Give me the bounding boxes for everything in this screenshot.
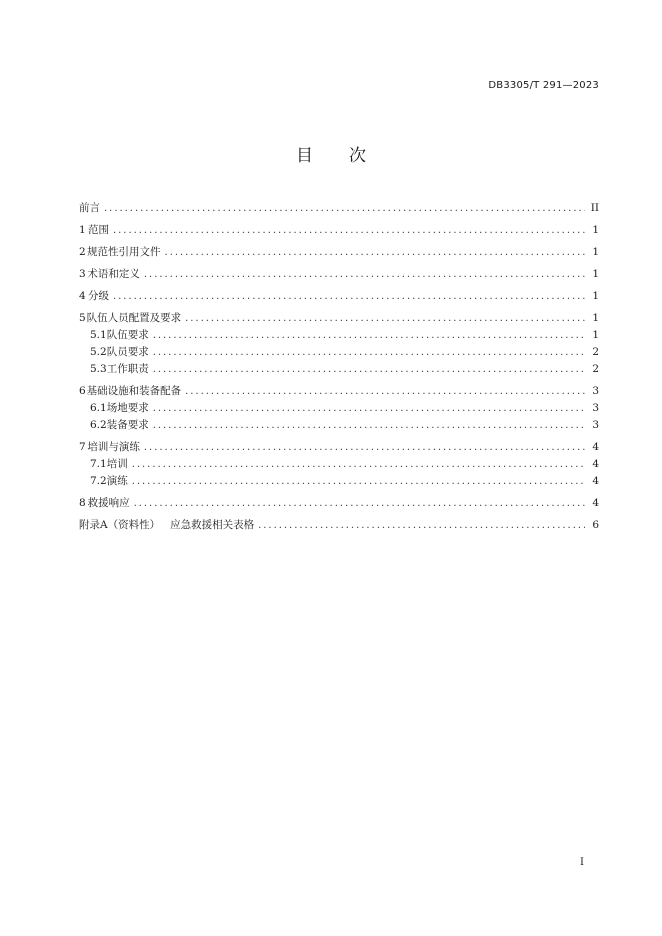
toc-entry-label: 分级 [87,290,109,302]
toc-entry-number: 6 [79,385,86,397]
toc-entry-page: 4 [592,475,599,487]
toc-entry-label: 队伍人员配置及要求 [86,312,182,324]
toc-entry-number: 5.1 [90,329,107,341]
toc-entry-number: 5.2 [90,346,107,358]
toc-entry-label: 规范性引用文件 [87,246,161,258]
dot-leader [165,247,586,258]
dot-leader [134,498,585,509]
toc-entry-appendix-a[interactable] [79,517,599,534]
toc-entry-page: 1 [592,224,599,236]
dot-leader [153,403,585,414]
toc-entry-5-1[interactable] [79,327,599,344]
toc-entry-number: 4 [79,290,86,302]
dot-leader [144,442,585,453]
dot-leader [132,459,585,470]
toc-entry-label: 培训 [106,458,128,470]
toc-entry-label: 演练 [106,475,128,487]
dot-leader [153,420,585,431]
toc-entry-page: 4 [592,458,599,470]
dot-leader [113,291,585,302]
page-number: I [580,857,584,868]
toc-entry-number: 1 [79,224,86,236]
toc-entry-page: 3 [592,402,599,414]
dot-leader [258,520,585,531]
page-title-left: 目 [296,146,313,166]
toc-entry-label: 队伍要求 [106,329,149,341]
dot-leader [185,386,585,397]
toc-entry-4[interactable] [79,288,599,305]
toc-entry-number: 7.1 [90,458,107,470]
document-code: DB3305/T 291—2023 [488,80,599,91]
toc-entry-page: 1 [592,312,599,324]
toc-entry-page: 2 [592,346,599,358]
toc-entry-page: 1 [592,290,599,302]
dot-leader [185,313,585,324]
toc-entry-label: 培训与演练 [87,441,140,453]
toc-entry-page: 3 [592,385,599,397]
dot-leader [104,203,585,214]
toc-entry-foreword[interactable] [79,200,599,217]
toc-entry-page: 6 [592,519,599,531]
toc-entry-6[interactable] [79,383,599,400]
toc-entry-label: 前言 [79,202,100,214]
toc-entry-page: 3 [592,419,599,431]
toc-entry-page: 2 [592,363,599,375]
toc-entry-number: 5 [79,312,86,324]
toc-entry-number: 6.2 [90,419,107,431]
dot-leader [144,269,585,280]
dot-leader [153,347,585,358]
table-of-contents [79,200,599,534]
toc-entry-3[interactable] [79,266,599,283]
toc-entry-2[interactable] [79,244,599,261]
toc-entry-label: 场地要求 [106,402,149,414]
toc-entry-page: II [590,202,599,214]
toc-entry-5[interactable] [79,310,599,327]
toc-entry-number: 3 [79,268,86,280]
dot-leader [153,330,585,341]
toc-entry-page: 1 [592,268,599,280]
page-title-right: 次 [349,146,366,166]
toc-entry-label: 基础设施和装备配备 [86,385,182,397]
toc-entry-page: 4 [592,497,599,509]
toc-entry-6-1[interactable] [79,400,599,417]
toc-entry-number: 7 [79,441,86,453]
toc-entry-label: 救援响应 [87,497,130,509]
toc-entry-7-1[interactable] [79,456,599,473]
toc-entry-appendix-number: 附录A（资料性） [79,519,161,531]
dot-leader [153,364,585,375]
toc-entry-page: 1 [592,329,599,341]
toc-entry-label: 装备要求 [106,419,149,431]
toc-entry-8[interactable] [79,495,599,512]
toc-entry-7[interactable] [79,439,599,456]
toc-entry-page: 1 [592,246,599,258]
toc-entry-7-2[interactable] [79,473,599,490]
toc-entry-number: 5.3 [90,363,107,375]
toc-entry-6-2[interactable] [79,417,599,434]
toc-entry-label: 术语和定义 [87,268,140,280]
toc-entry-5-3[interactable] [79,361,599,378]
toc-entry-page: 4 [592,441,599,453]
toc-entry-number: 8 [79,497,86,509]
toc-entry-label: 队员要求 [106,346,149,358]
toc-entry-number: 2 [79,246,86,258]
toc-entry-label: 应急救援相关表格 [170,519,255,531]
toc-entry-number: 6.1 [90,402,107,414]
toc-entry-number: 7.2 [90,475,107,487]
dot-leader [132,476,585,487]
toc-entry-1[interactable] [79,222,599,239]
toc-entry-label: 工作职责 [106,363,149,375]
page-title [0,141,662,166]
toc-entry-5-2[interactable] [79,344,599,361]
toc-entry-label: 范围 [87,224,109,236]
dot-leader [113,225,585,236]
